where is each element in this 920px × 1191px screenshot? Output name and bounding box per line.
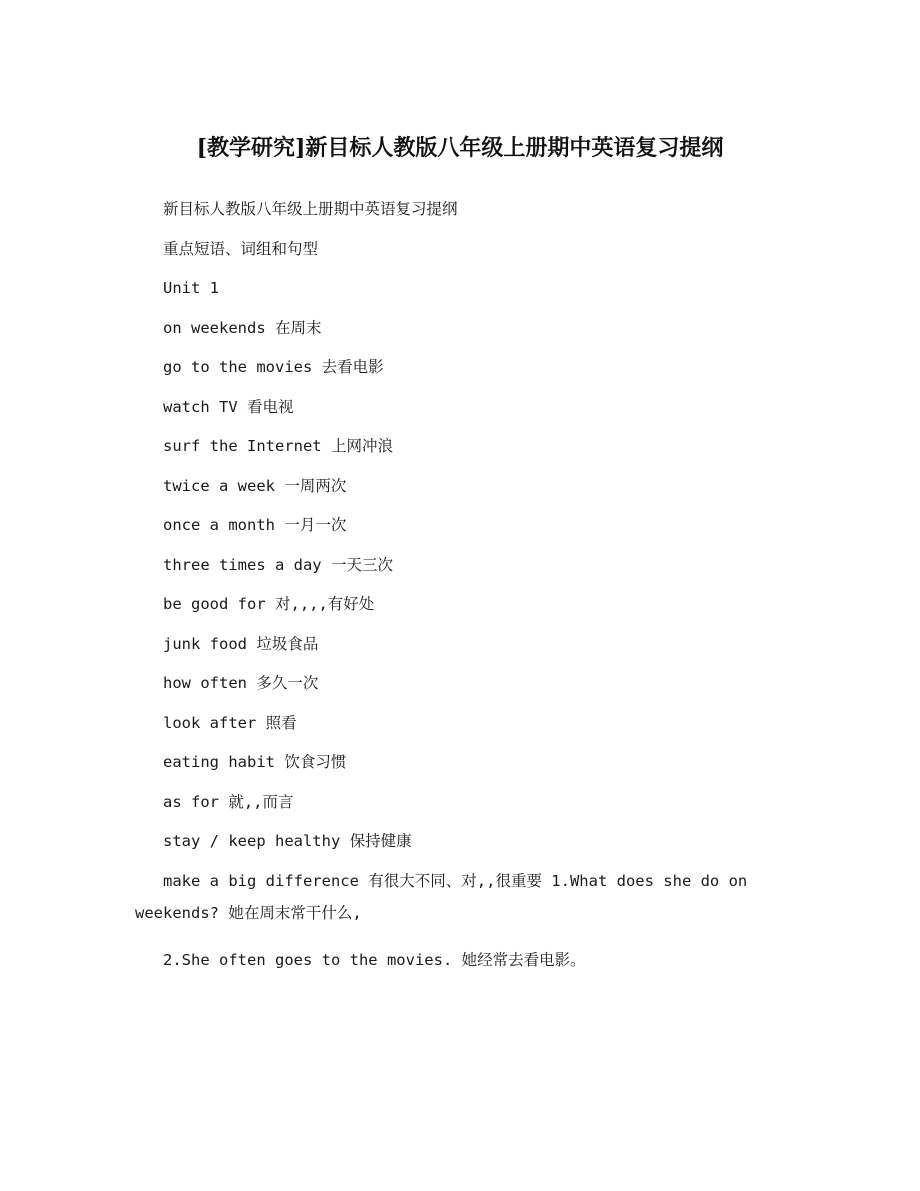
document-body	[135, 193, 785, 983]
sentence-line: 2.She often goes to the movies. 她经常去看电影。	[163, 950, 586, 969]
phrase-line: junk food 垃圾食品	[163, 634, 319, 653]
phrase-line: watch TV 看电视	[163, 397, 294, 416]
phrase-line: surf the Internet 上网冲浪	[163, 437, 393, 455]
document-title: [教学研究]新目标人教版八年级上册期中英语复习提纲	[196, 135, 724, 161]
phrase-line: look after 照看	[163, 713, 297, 732]
phrase-line: once a month 一月一次	[163, 516, 347, 534]
subtitle-line: 新目标人教版八年级上册期中英语复习提纲	[163, 200, 458, 218]
paragraph-continuation: weekends? 她在周末常干什么,	[135, 903, 362, 922]
phrase-line: go to the movies 去看电影	[163, 358, 384, 376]
phrase-line: as for 就,,而言	[163, 792, 294, 811]
phrase-line: eating habit 饮食习惯	[163, 753, 347, 771]
phrase-line: how often 多久一次	[163, 674, 319, 692]
phrase-line: stay / keep healthy 保持健康	[163, 832, 412, 850]
phrase-sentence-paragraph	[135, 865, 785, 937]
phrase-line: on weekends 在周末	[163, 318, 322, 337]
section-heading: 重点短语、词组和句型	[163, 239, 319, 258]
phrase-line: be good for 对,,,,有好处	[163, 595, 375, 613]
paragraph-first-line: make a big difference 有很大不同、对,,很重要 1.What does she do on	[163, 871, 748, 890]
phrase-line: twice a week 一周两次	[163, 476, 347, 495]
phrase-line: three times a day 一天三次	[163, 555, 393, 574]
unit-heading: Unit 1	[163, 279, 219, 297]
